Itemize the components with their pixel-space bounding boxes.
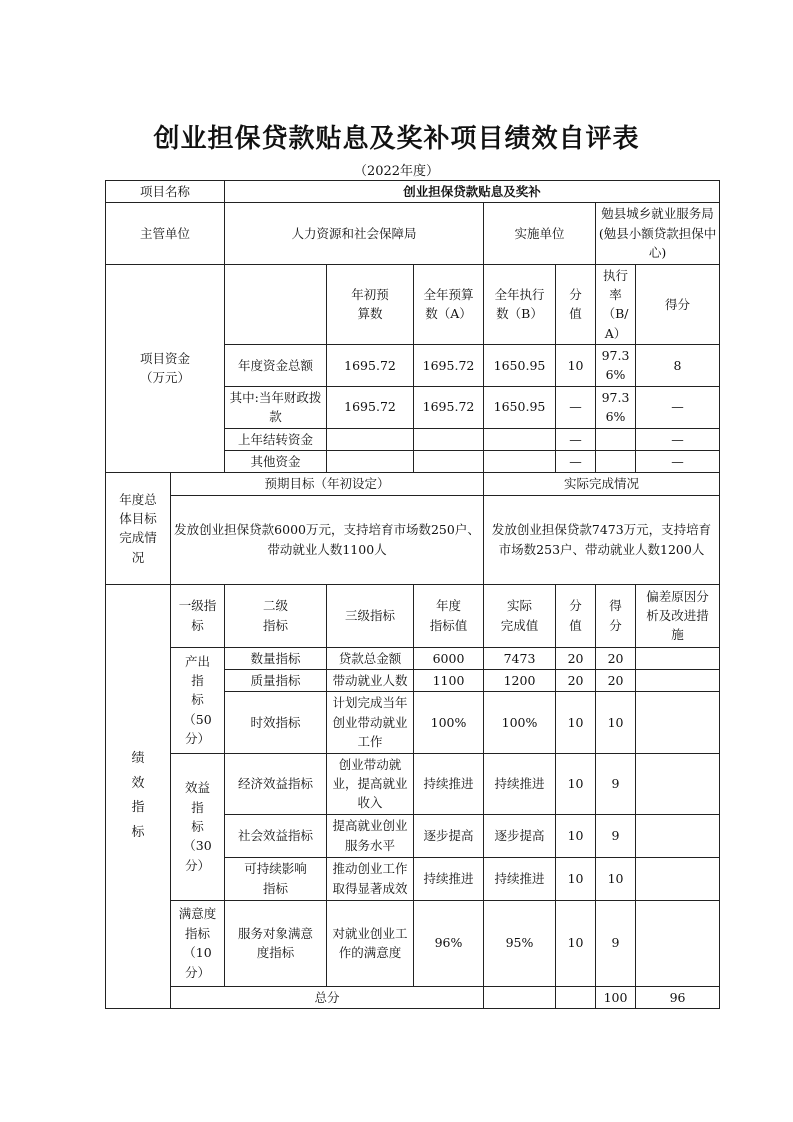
perf-row-actual: 持续推进 bbox=[484, 857, 556, 900]
perf-row-reason bbox=[636, 670, 720, 692]
perf-header-target: 年度 指标值 bbox=[414, 584, 484, 647]
perf-header-score-val: 分 值 bbox=[556, 584, 596, 647]
perf-row-reason bbox=[636, 753, 720, 814]
dept-label: 主管单位 bbox=[106, 203, 225, 264]
perf-row-score: 20 bbox=[596, 670, 636, 692]
perf-row-l3: 带动就业人数 bbox=[327, 670, 414, 692]
funds-row-score: 8 bbox=[636, 345, 720, 387]
funds-header-b: 全年执行 数（B） bbox=[484, 264, 556, 345]
perf-row-l3: 对就业创业工作的满意度 bbox=[327, 900, 414, 986]
performance-table bbox=[105, 180, 720, 1009]
funds-row-init: 1695.72 bbox=[327, 386, 414, 428]
funds-row-name: 其他资金 bbox=[225, 450, 327, 472]
perf-row-reason bbox=[636, 814, 720, 857]
goals-label: 年度总 体目标 完成情 况 bbox=[106, 473, 171, 584]
perf-row-l2: 可持续影响 指标 bbox=[225, 857, 327, 900]
perf-header-l1: 一级指 标 bbox=[171, 584, 225, 647]
total-score-val: 100 bbox=[596, 986, 636, 1008]
perf-row-l3: 推动创业工作取得显著成效 bbox=[327, 857, 414, 900]
funds-row-a bbox=[414, 428, 484, 450]
funds-row-b bbox=[484, 428, 556, 450]
perf-row-score: 9 bbox=[596, 814, 636, 857]
funds-row-score-val: — bbox=[556, 428, 596, 450]
goals-actual: 发放创业担保贷款7473万元，支持培育市场数253户、带动就业人数1200人 bbox=[484, 495, 720, 584]
perf-header-actual: 实际 完成值 bbox=[484, 584, 556, 647]
perf-row-l3: 计划完成当年创业带动就业工作 bbox=[327, 692, 414, 753]
funds-row-score: — bbox=[636, 386, 720, 428]
perf-row-l2: 时效指标 bbox=[225, 692, 327, 753]
project-name-label: 项目名称 bbox=[106, 181, 225, 203]
funds-label: 项目资金 （万元） bbox=[106, 264, 225, 473]
perf-row-target: 逐步提高 bbox=[414, 814, 484, 857]
perf-row-target: 96% bbox=[414, 900, 484, 986]
perf-header-l3: 三级指标 bbox=[327, 584, 414, 647]
total-label: 总分 bbox=[171, 986, 484, 1008]
funds-row-a bbox=[414, 450, 484, 472]
funds-row-score-val: — bbox=[556, 450, 596, 472]
funds-header-init: 年初预 算数 bbox=[327, 264, 414, 345]
perf-row-target: 1100 bbox=[414, 670, 484, 692]
perf-row-actual: 95% bbox=[484, 900, 556, 986]
perf-row-reason bbox=[636, 900, 720, 986]
funds-row-b: 1650.95 bbox=[484, 345, 556, 387]
perf-row-reason bbox=[636, 692, 720, 753]
funds-row-score: — bbox=[636, 450, 720, 472]
perf-row-target: 持续推进 bbox=[414, 753, 484, 814]
goals-expected: 发放创业担保贷款6000万元，支持培育市场数250户、带动就业人数1100人 bbox=[171, 495, 484, 584]
impl: 勉县城乡就业服务局(勉县小额贷款担保中心) bbox=[596, 203, 720, 264]
perf-row-target: 100% bbox=[414, 692, 484, 753]
funds-row-rate: 97.36% bbox=[596, 386, 636, 428]
perf-row-actual: 1200 bbox=[484, 670, 556, 692]
perf-row-l2: 经济效益指标 bbox=[225, 753, 327, 814]
funds-row-name: 上年结转资金 bbox=[225, 428, 327, 450]
perf-group-benefit-label: 效益 指 标 （30 分） bbox=[171, 753, 225, 900]
perf-row-l2: 数量指标 bbox=[225, 647, 327, 669]
funds-header-score: 得分 bbox=[636, 264, 720, 345]
funds-row-score-val: — bbox=[556, 386, 596, 428]
perf-row-score: 20 bbox=[596, 647, 636, 669]
funds-row-name: 其中:当年财政拨款 bbox=[225, 386, 327, 428]
perf-group-satisfaction-label: 满意度 指标 （10 分） bbox=[171, 900, 225, 986]
funds-row-init: 1695.72 bbox=[327, 345, 414, 387]
perf-row-score-val: 10 bbox=[556, 814, 596, 857]
perf-row-target: 6000 bbox=[414, 647, 484, 669]
funds-header-a: 全年预算 数（A） bbox=[414, 264, 484, 345]
funds-row-score: — bbox=[636, 428, 720, 450]
perf-row-l2: 质量指标 bbox=[225, 670, 327, 692]
total-blank bbox=[484, 986, 556, 1008]
funds-row-rate: 97.36% bbox=[596, 345, 636, 387]
perf-group-output-label: 产出 指 标 （50 分） bbox=[171, 647, 225, 753]
page-subtitle: （2022年度） bbox=[353, 164, 440, 179]
perf-row-actual: 持续推进 bbox=[484, 753, 556, 814]
perf-row-actual: 逐步提高 bbox=[484, 814, 556, 857]
funds-row-b bbox=[484, 450, 556, 472]
perf-row-score-val: 10 bbox=[556, 692, 596, 753]
funds-header-rate: 执行率 （B/A） bbox=[596, 264, 636, 345]
funds-row-a: 1695.72 bbox=[414, 345, 484, 387]
total-score: 96 bbox=[636, 986, 720, 1008]
impl-label: 实施单位 bbox=[484, 203, 596, 264]
funds-row-score-val: 10 bbox=[556, 345, 596, 387]
perf-row-score-val: 10 bbox=[556, 857, 596, 900]
perf-row-l2: 社会效益指标 bbox=[225, 814, 327, 857]
perf-header-l2: 二级 指标 bbox=[225, 584, 327, 647]
dept: 人力资源和社会保障局 bbox=[225, 203, 484, 264]
funds-row-a: 1695.72 bbox=[414, 386, 484, 428]
perf-row-l3: 提高就业创业服务水平 bbox=[327, 814, 414, 857]
perf-row-reason bbox=[636, 647, 720, 669]
perf-header-score: 得 分 bbox=[596, 584, 636, 647]
perf-row-target: 持续推进 bbox=[414, 857, 484, 900]
perf-row-score-val: 10 bbox=[556, 900, 596, 986]
perf-row-score: 9 bbox=[596, 900, 636, 986]
funds-header-score-val: 分 值 bbox=[556, 264, 596, 345]
perf-row-score-val: 20 bbox=[556, 647, 596, 669]
funds-row-init bbox=[327, 450, 414, 472]
perf-label: 绩 效 指 标 bbox=[106, 584, 171, 1008]
page-title: 创业担保贷款贴息及奖补项目绩效自评表 bbox=[153, 124, 640, 154]
goals-expected-label: 预期目标（年初设定） bbox=[171, 473, 484, 495]
perf-row-score: 9 bbox=[596, 753, 636, 814]
perf-row-actual: 7473 bbox=[484, 647, 556, 669]
perf-row-score-val: 20 bbox=[556, 670, 596, 692]
funds-row-init bbox=[327, 428, 414, 450]
perf-header-reason: 偏差原因分 析及改进措 施 bbox=[636, 584, 720, 647]
funds-header-blank bbox=[225, 264, 327, 345]
perf-row-l3: 创业带动就业，提高就业收入 bbox=[327, 753, 414, 814]
funds-row-b: 1650.95 bbox=[484, 386, 556, 428]
total-blank bbox=[556, 986, 596, 1008]
perf-row-score-val: 10 bbox=[556, 753, 596, 814]
perf-row-actual: 100% bbox=[484, 692, 556, 753]
perf-row-l2: 服务对象满意 度指标 bbox=[225, 900, 327, 986]
perf-row-score: 10 bbox=[596, 857, 636, 900]
perf-row-reason bbox=[636, 857, 720, 900]
goals-actual-label: 实际完成情况 bbox=[484, 473, 720, 495]
funds-row-rate bbox=[596, 428, 636, 450]
perf-row-score: 10 bbox=[596, 692, 636, 753]
project-name: 创业担保贷款贴息及奖补 bbox=[225, 181, 720, 203]
funds-row-name: 年度资金总额 bbox=[225, 345, 327, 387]
funds-row-rate bbox=[596, 450, 636, 472]
perf-row-l3: 贷款总金额 bbox=[327, 647, 414, 669]
